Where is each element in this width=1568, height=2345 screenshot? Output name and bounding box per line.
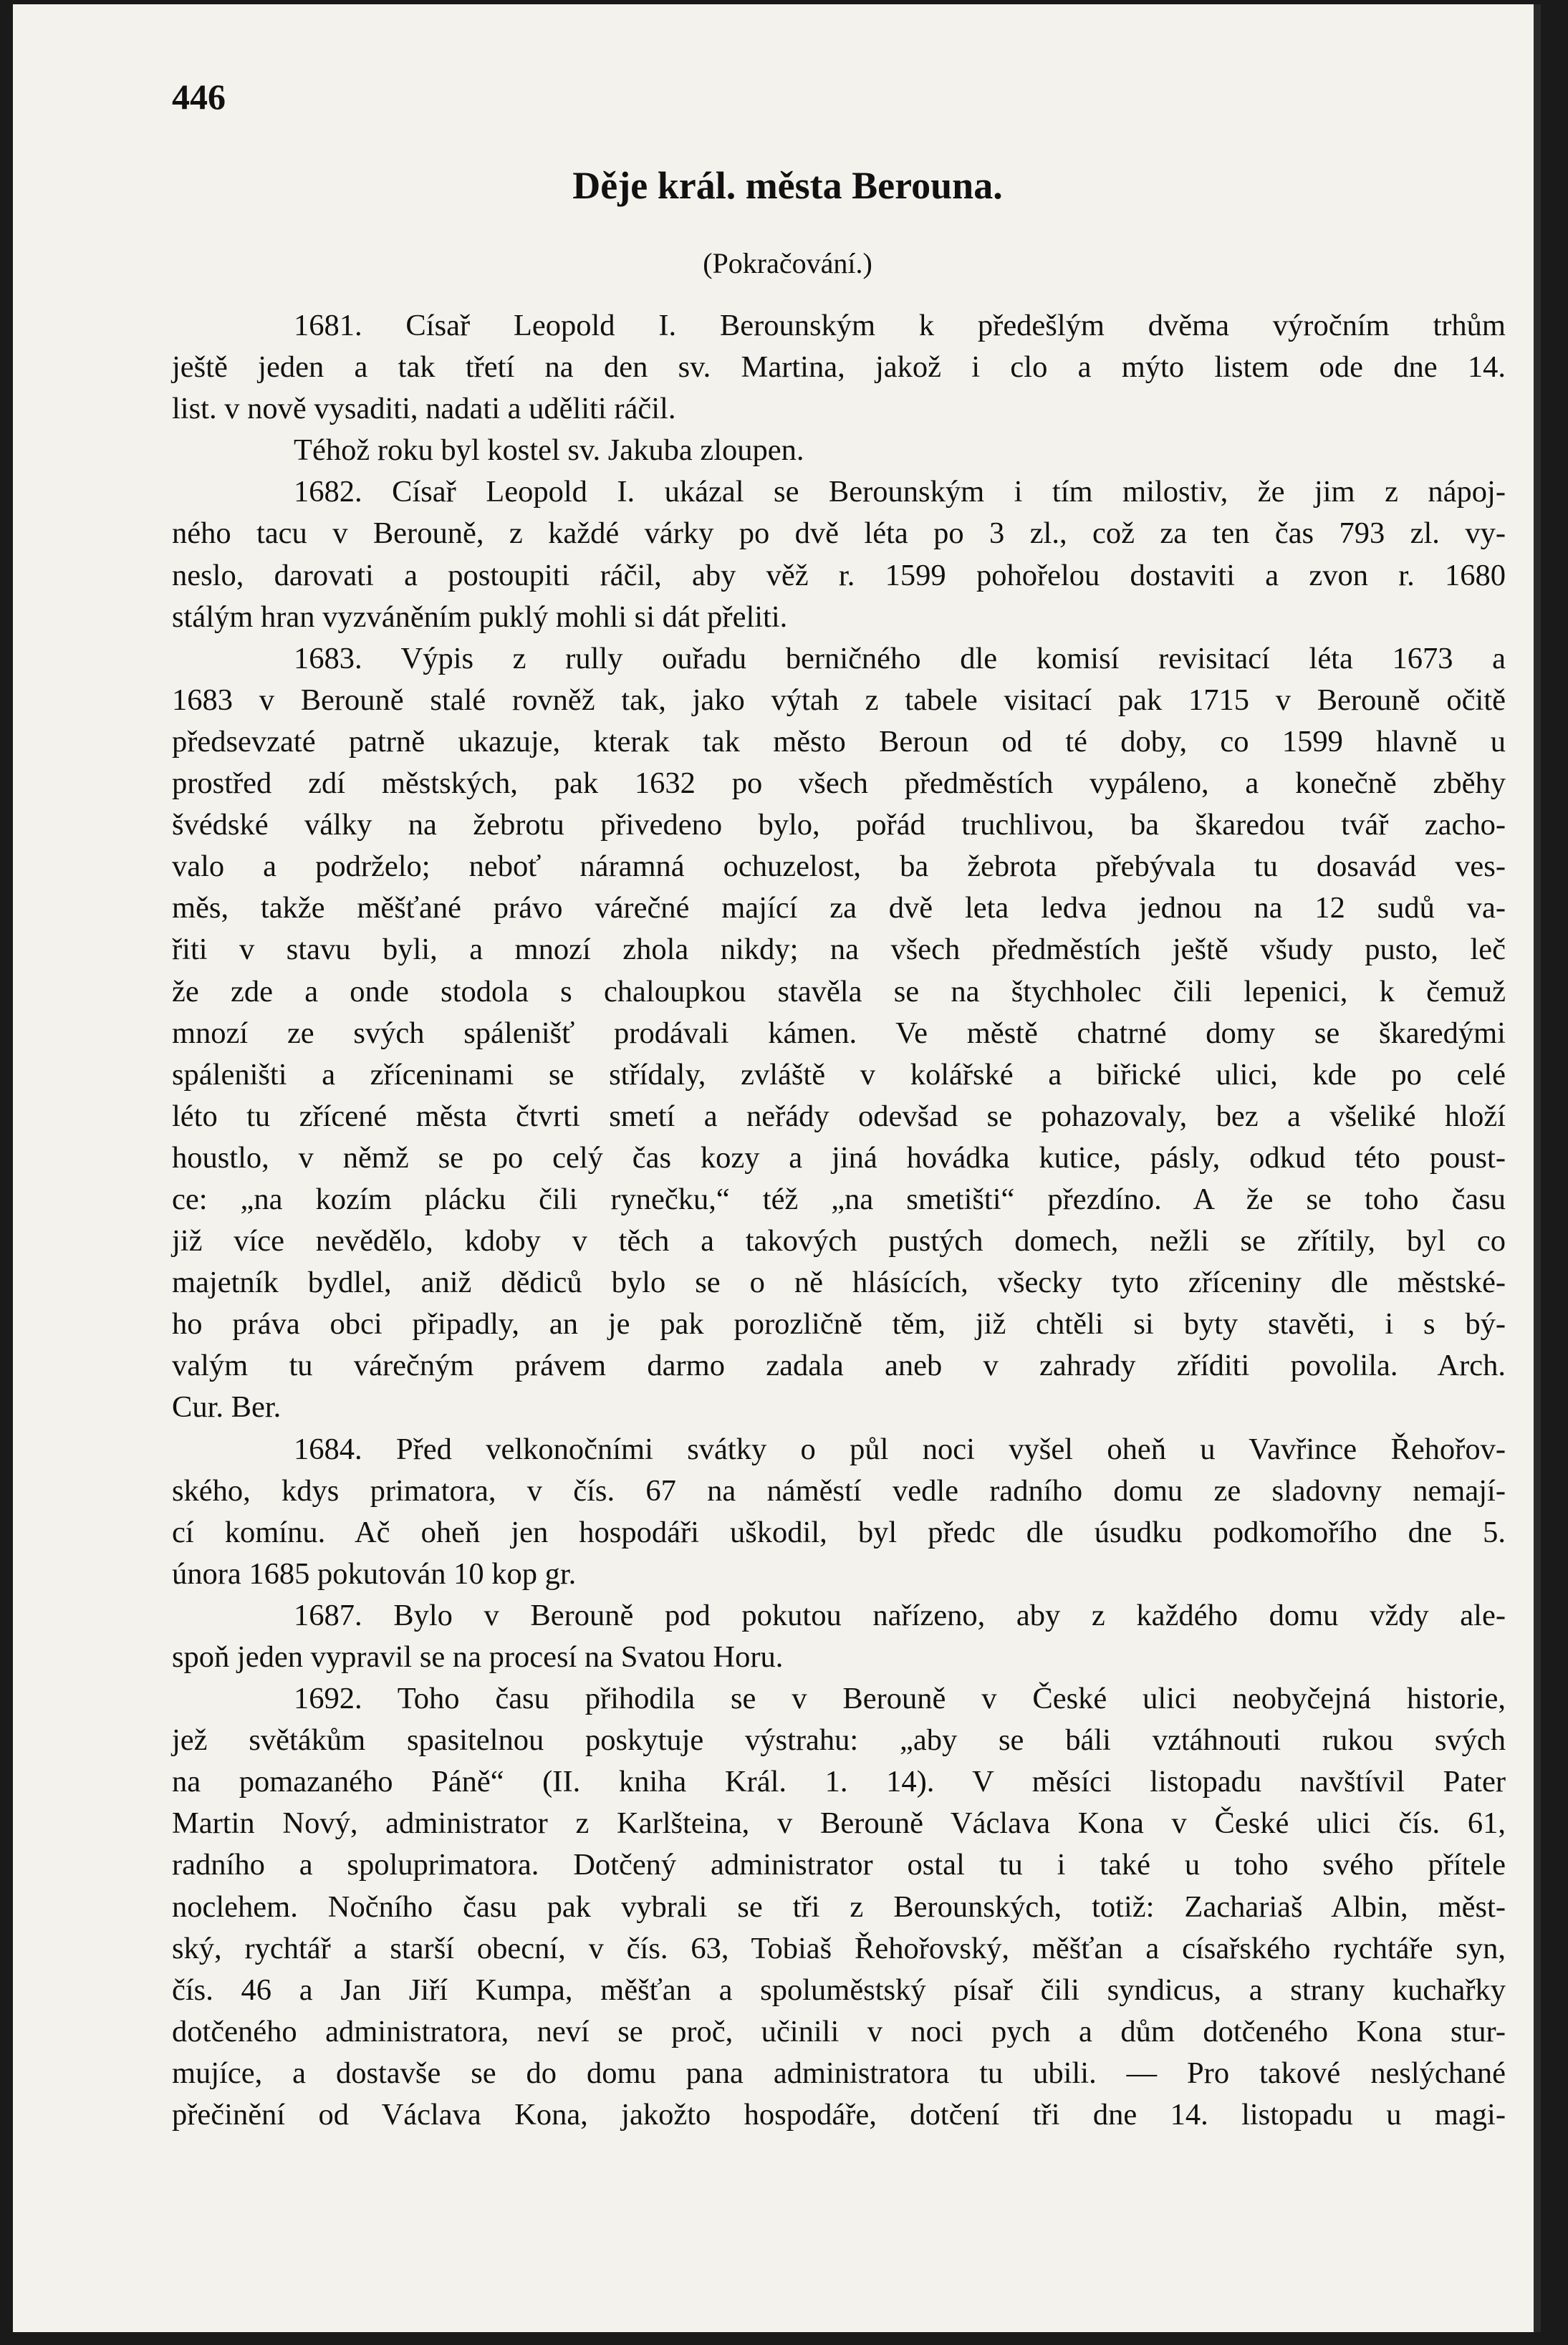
text-line: na pomazaného Páně“ (II. kniha Král. 1. 14). V měsíci listopadu navštívil Pater bbox=[172, 1765, 1506, 1799]
text-line: spáleništi a zříceninami se střídaly, zvláště v kolářské a biřické ulici, kde po celé bbox=[172, 1057, 1506, 1092]
text-line: neslo, darovati a postoupiti ráčil, aby věž r. 1599 pohořelou dostaviti a zvon r. 1680 bbox=[172, 558, 1506, 592]
text-line: ještě jeden a tak třetí na den sv. Martina, jakož i clo a mýto listem ode dne 14. bbox=[172, 350, 1506, 385]
text-line: stálým hran vyzváněním puklý mohli si dát přeliti. bbox=[172, 600, 788, 634]
text-line: mujíce, a dostavše se do domu pana administratora tu ubili. — Pro takové neslýchané bbox=[172, 2056, 1506, 2090]
text-line: valo a podrželo; neboť náramná ochuzelost, ba žebrota přebývala tu dosavád ves- bbox=[172, 849, 1506, 884]
text-line: švédské války na žebrotu přivedeno bylo, pořád truchlivou, ba škaredou tvář zacho- bbox=[172, 808, 1506, 842]
text-line: jež světákům spasitelnou poskytuje výstrahu: „aby se báli vztáhnouti rukou svých bbox=[172, 1723, 1506, 1758]
text-line: 1687. Bylo v Berouně pod pokutou nařízeno, aby z každého domu vždy ale- bbox=[294, 1598, 1506, 1632]
text-line: ce: „na kozím plácku čili rynečku,“ též „na smetišti“ přezdíno. A že se toho času bbox=[172, 1182, 1506, 1216]
text-line: 1684. Před velkonočními svátky o půl noci vyšel oheň u Vavřince Řehořov- bbox=[294, 1432, 1506, 1466]
body-text bbox=[172, 305, 1506, 2136]
text-line: list. v nově vysaditi, nadati a uděliti ráčil. bbox=[172, 392, 676, 426]
text-line: ského, kdys primatora, v čís. 67 na náměstí vedle radního domu ze sladovny nemají- bbox=[172, 1473, 1506, 1508]
text-line: čís. 46 a Jan Jiří Kumpa, měšťan a spoluměstský písař čili syndicus, a strany kuchařky bbox=[172, 1973, 1506, 2007]
text-line: měs, takže měšťané právo várečné mající za dvě leta ledva jednou na 12 sudů va- bbox=[172, 891, 1506, 925]
text-line: noclehem. Nočního času pak vybrali se tři z Berounských, totiž: Zachariaš Albin, měst- bbox=[172, 1889, 1506, 1924]
text-line: února 1685 pokutován 10 kop gr. bbox=[172, 1556, 577, 1591]
text-line: Cur. Ber. bbox=[172, 1390, 282, 1425]
text-line: ného tacu v Berouně, z každé várky po dvě léta po 3 zl., což za ten čas 793 zl. vy- bbox=[172, 516, 1506, 551]
text-line: 1681. Císař Leopold I. Berounským k předešlým dvěma výročním trhům bbox=[294, 309, 1506, 342]
text-line: 1692. Toho času přihodila se v Berouně v České ulici neobyčejná historie, bbox=[294, 1682, 1506, 1716]
text-line: ský, rychtář a starší obecní, v čís. 63, Tobiaš Řehořovský, měšťan a císařského rychtáře syn, bbox=[172, 1931, 1506, 1965]
chapter-subtitle: (Pokračování.) bbox=[703, 247, 872, 279]
text-line: majetník bydlel, aniž dědiců bylo se o ně hlásících, všecky tyto zříceniny dle městské- bbox=[172, 1266, 1506, 1300]
text-line: dotčeného administratora, neví se proč, učinili v noci pych a dům dotčeného Kona stur- bbox=[172, 2014, 1506, 2048]
text-line: předsevzaté patrně ukazuje, kterak tak město Beroun od té doby, co 1599 hlavně u bbox=[172, 724, 1506, 759]
text-line: léto tu zřícené města čtvrti smetí a neřády odevšad se pohazovaly, bez a všeliké hloží bbox=[172, 1099, 1506, 1133]
text-line: 1683. Výpis z rully ouřadu berničného dle komisí revisitací léta 1673 a bbox=[294, 641, 1506, 675]
chapter-title: Děje král. města Berouna. bbox=[572, 164, 1003, 207]
text-line: mnozí ze svých spálenišť prodávali kámen. Ve městě chatrné domy se škaredými bbox=[172, 1016, 1506, 1050]
text-line: 1683 v Berouně stalé rovněž tak, jako výtah z tabele visitací pak 1715 v Berouně očitě bbox=[172, 683, 1506, 717]
text-line: Martin Nový, administrator z Karlšteina, v Berouně Václava Kona v České ulici čís. 61, bbox=[172, 1806, 1506, 1841]
text-line: houstlo, v němž se po celý čas kozy a jiná hovádka kutice, pásly, odkud této poust- bbox=[172, 1140, 1506, 1175]
text-line: přečinění od Václava Kona, jakožto hospodáře, dotčení tři dne 14. listopadu u magi- bbox=[172, 2098, 1506, 2132]
text-line: prostřed zdí městských, pak 1632 po všech předměstích vypáleno, a konečně zběhy bbox=[172, 766, 1506, 801]
text-line: že zde a onde stodola s chaloupkou stavěla se na štychholec čili lepenici, k čemuž bbox=[172, 974, 1506, 1008]
text-line: 1682. Císař Leopold I. ukázal se Berounským i tím milostiv, že jim z nápoj- bbox=[294, 475, 1506, 509]
text-line: valým tu várečným právem darmo zadala aneb v zahrady zříditi povolila. Arch. bbox=[172, 1349, 1506, 1383]
text-line: cí komínu. Ač oheň jen hospodáři uškodil, byl předc dle úsudku podkomořího dne 5. bbox=[172, 1515, 1506, 1549]
text-line: řiti v stavu byli, a mnozí zhola nikdy; na všech předměstích ještě všudy pusto, leč bbox=[172, 933, 1506, 967]
page-number: 446 bbox=[172, 77, 226, 117]
text-line: již více nevědělo, kdoby v těch a takových pustých domech, nežli se zřítily, byl co bbox=[172, 1224, 1506, 1258]
book-page bbox=[13, 4, 1541, 2332]
text-line: Téhož roku byl kostel sv. Jakuba zloupen. bbox=[294, 433, 804, 468]
text-line: spoň jeden vypravil se na procesí na Svatou Horu. bbox=[172, 1640, 784, 1674]
text-line: ho práva obci připadly, an je pak porozličně těm, již chtěli si byty stavěti, i s bý- bbox=[172, 1307, 1506, 1342]
text-line: radního a spoluprimatora. Dotčený administrator ostal tu i také u toho svého přítele bbox=[172, 1848, 1506, 1882]
